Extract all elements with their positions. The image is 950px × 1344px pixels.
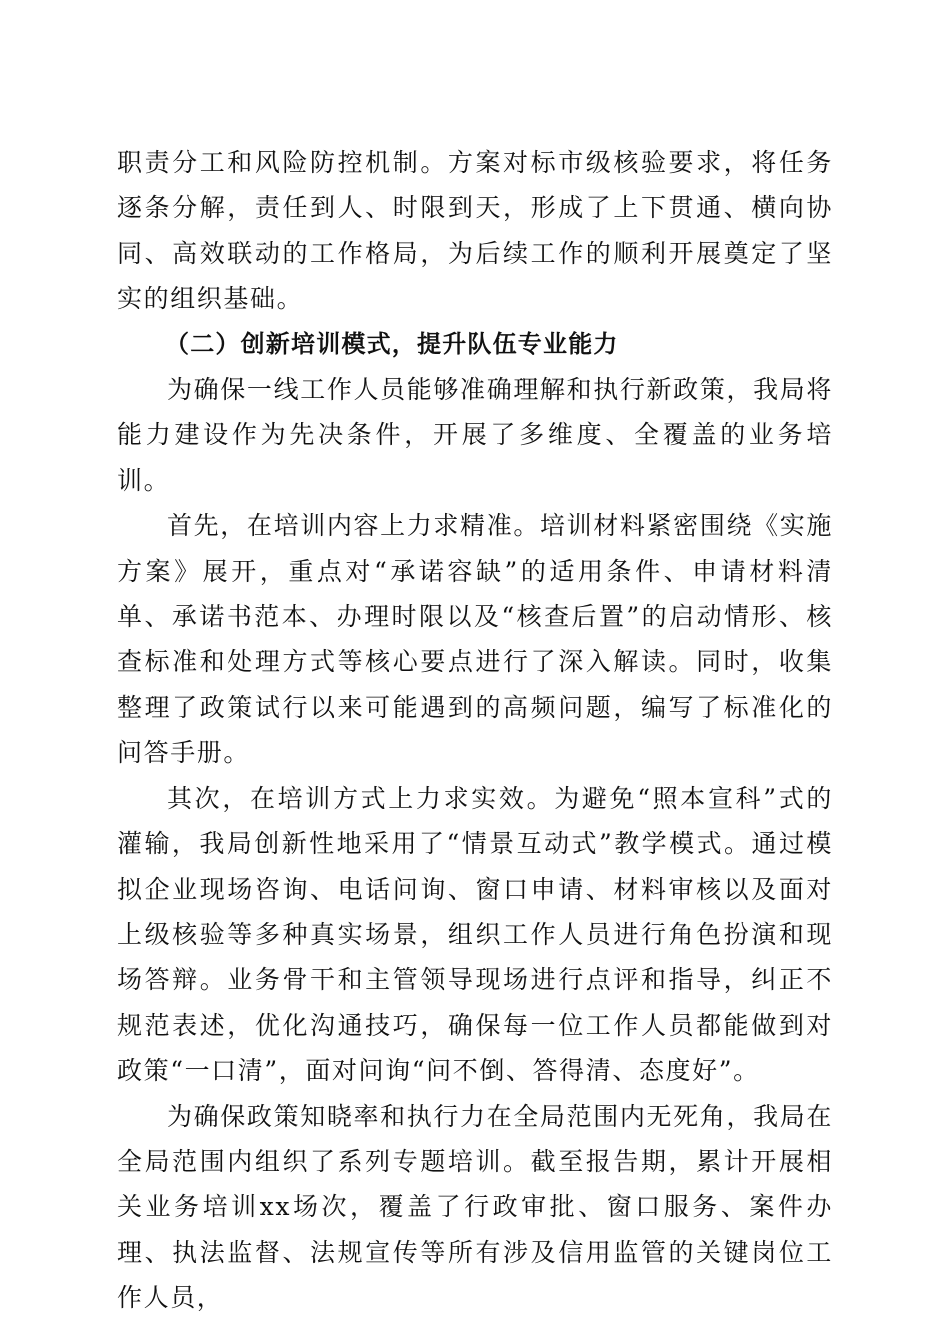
paragraph-continuation: 职责分工和风险防控机制。方案对标市级核验要求，将任务逐条分解，责任到人、时限到天，形成了上下贯通、横向协同、高效联动的工作格局，为后续工作的顺利开展奠定了坚实的组织基础。 bbox=[117, 148, 833, 314]
document-body bbox=[117, 140, 833, 1321]
paragraph-training-method: 其次，在培训方式上力求实效。为避免“照本宣科”式的灌输，我局创新性地采用了“情景互动式”教学模式。通过模拟企业现场咨询、电话问询、窗口申请、材料审核以及面对上级核验等多种真实场景，组织工作人员进行角色扮演和现场答辩。业务骨干和主管领导现场进行点评和指导，纠正不规范表述，优化沟通技巧，确保每一位工作人员都能做到对政策“一口清”，面对问询“问不倒、答得清、态度好”。 bbox=[117, 783, 833, 1086]
paragraph-training-purpose: 为确保一线工作人员能够准确理解和执行新政策，我局将能力建设作为先决条件，开展了多维度、全覆盖的业务培训。 bbox=[117, 375, 833, 495]
paragraph-training-coverage: 为确保政策知晓率和执行力在全局范围内无死角，我局在全局范围内组织了系列专题培训。截至报告期，累计开展相关业务培训xx场次，覆盖了行政审批、窗口服务、案件办理、执法监督、法规宣传等所有涉及信用监管的关键岗位工作人员， bbox=[117, 1101, 833, 1313]
paragraph-training-content: 首先，在培训内容上力求精准。培训材料紧密围绕《实施方案》展开，重点对“承诺容缺”的适用条件、申请材料清单、承诺书范本、办理时限以及“核查后置”的启动情形、核查标准和处理方式等核心要点进行了深入解读。同时，收集整理了政策试行以来可能遇到的高频问题，编写了标准化的问答手册。 bbox=[117, 511, 833, 768]
section-heading: （二）创新培训模式，提升队伍专业能力 bbox=[165, 329, 619, 358]
